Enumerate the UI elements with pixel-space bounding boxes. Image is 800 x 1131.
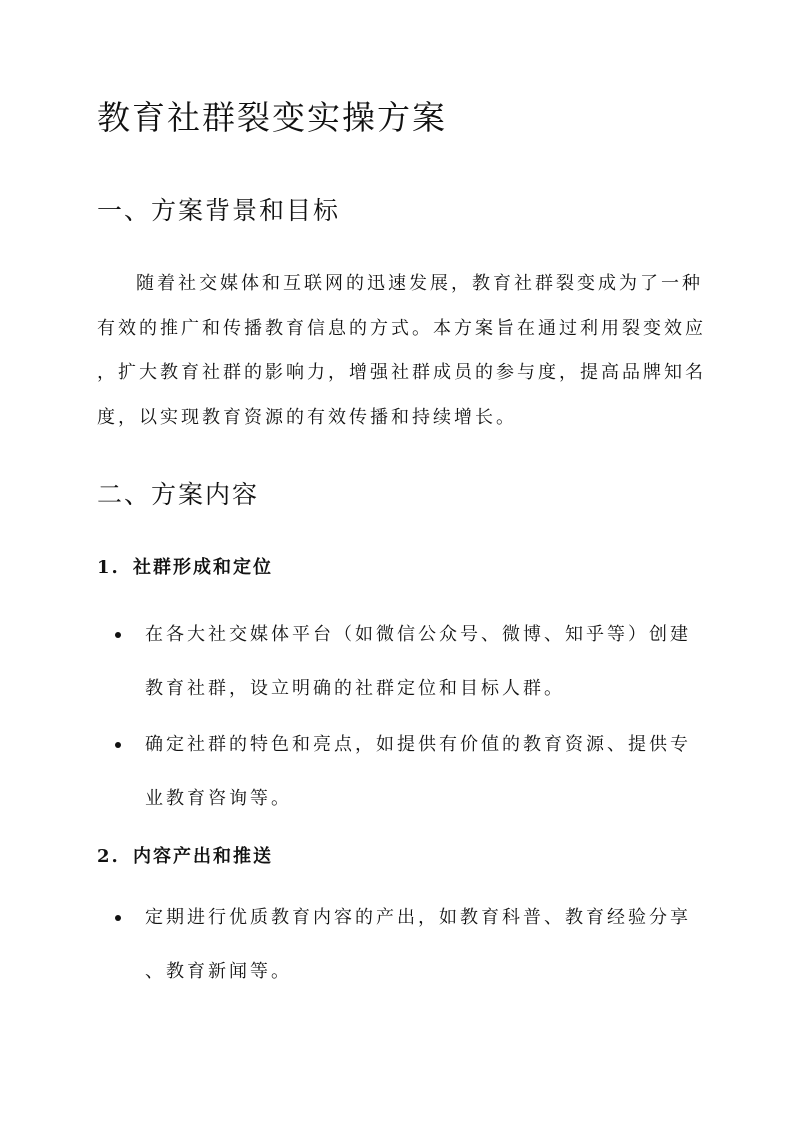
subsection-number: 1. (97, 557, 120, 578)
list-item-line: 定期进行优质教育内容的产出，如教育科普、教育经验分享 (145, 907, 691, 928)
bullet-dot-icon (115, 632, 121, 638)
document-title: 教育社群裂变实操方案 (97, 98, 447, 137)
subsection-title: 内容产出和推送 (133, 846, 273, 867)
list-item-line: 确定社群的特色和亮点，如提供有价值的教育资源、提供专 (145, 734, 691, 755)
paragraph-line: 有效的推广和传播教育信息的方式。本方案旨在通过利用裂变效应 (97, 317, 706, 339)
background-paragraph (97, 262, 707, 440)
subsection-heading-content-production (97, 843, 273, 871)
section-heading-background-goals: 一、方案背景和目标 (97, 196, 341, 225)
paragraph-line: 度，以实现教育资源的有效传播和持续增长。 (97, 406, 517, 428)
paragraph-line: 随着社交媒体和互联网的迅速发展，教育社群裂变成为了一种 (136, 273, 703, 294)
list-item-line: 业教育咨询等。 (145, 788, 292, 809)
list-item (115, 718, 715, 826)
list-item-line: 在各大社交媒体平台（如微信公众号、微博、知乎等）创建 (145, 624, 691, 645)
paragraph-line: ，扩大教育社群的影响力，增强社群成员的参与度，提高品牌知名 (97, 362, 706, 383)
list-item-line: 教育社群，设立明确的社群定位和目标人群。 (145, 678, 565, 699)
section-heading-content: 二、方案内容 (97, 480, 260, 509)
subsection-heading-community-positioning (97, 554, 273, 582)
subsection-number: 2. (97, 846, 120, 867)
list-item-line: 、教育新闻等。 (145, 961, 292, 982)
bullet-dot-icon (115, 742, 121, 748)
bullet-dot-icon (115, 915, 121, 921)
list-item (115, 891, 715, 999)
subsection-title: 社群形成和定位 (133, 557, 273, 578)
list-item (115, 608, 715, 716)
